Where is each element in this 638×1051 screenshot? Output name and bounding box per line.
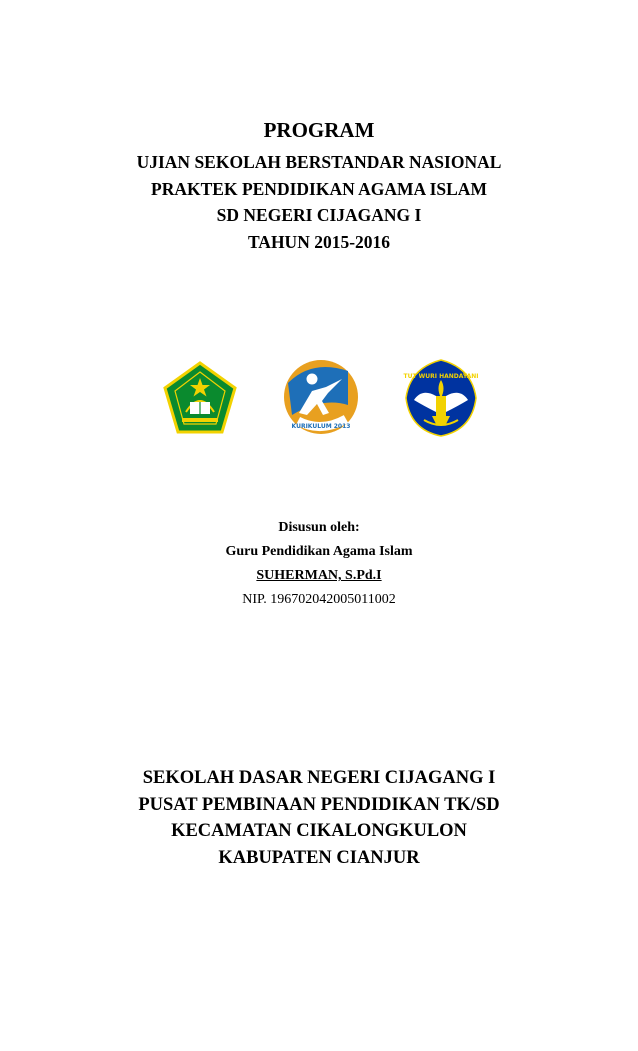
subtitle-line: SD NEGERI CIJAGANG I <box>216 205 422 225</box>
author-name: SUHERMAN, S.Pd.I <box>256 568 382 583</box>
tut-wuri-handayani-icon <box>402 358 480 438</box>
subtitle-line: UJIAN SEKOLAH BERSTANDAR NASIONAL <box>136 152 502 172</box>
subtitle-line: PRAKTEK PENDIDIKAN AGAMA ISLAM <box>151 178 487 199</box>
logo-row <box>0 360 638 450</box>
kemenag-emblem-icon <box>162 360 238 436</box>
author-block <box>0 516 638 612</box>
svg-text:KURIKULUM 2013: KURIKULUM 2013 <box>291 423 351 430</box>
kurikulum-2013-icon <box>282 357 360 437</box>
author-nip: NIP. 196702042005011002 <box>242 592 396 607</box>
institution-line: KABUPATEN CIANJUR <box>218 847 420 868</box>
institution-block <box>0 765 638 871</box>
subtitle-line: TAHUN 2015-2016 <box>247 231 391 252</box>
cover-title-block <box>0 115 638 255</box>
svg-text:TUT WURI HANDAYANI: TUT WURI HANDAYANI <box>403 373 479 380</box>
prepared-by-label: Disusun oleh: <box>278 520 360 535</box>
document-title: PROGRAM <box>263 118 375 142</box>
author-role: Guru Pendidikan Agama Islam <box>225 544 413 559</box>
institution-line: KECAMATAN CIKALONGKULON <box>171 821 467 841</box>
institution-line: PUSAT PEMBINAAN PENDIDIKAN TK/SD <box>138 794 500 815</box>
institution-line: SEKOLAH DASAR NEGERI CIJAGANG I <box>142 768 496 788</box>
